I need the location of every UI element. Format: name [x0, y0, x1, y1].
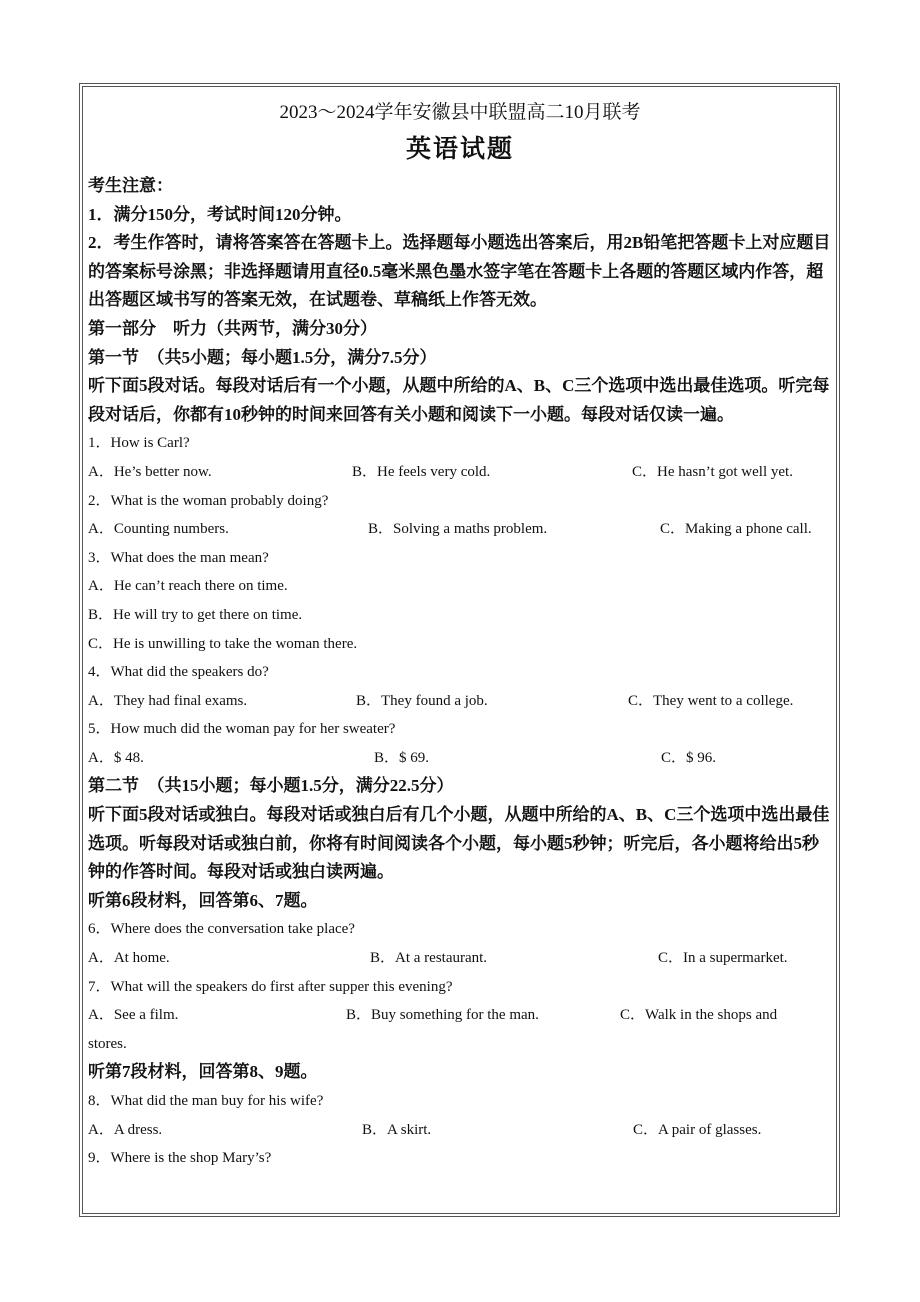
question-9-stem: 9．Where is the shop Mary’s? [88, 1150, 272, 1167]
option-b: B．They found a job. [356, 692, 488, 709]
question-6-stem: 6．Where does the conversation take place? [88, 921, 355, 938]
option-b: B．$ 69. [374, 749, 430, 766]
option-a: A．See a film. [88, 1007, 179, 1024]
option-c: C．A pair of glasses. [633, 1121, 762, 1138]
option-b: B．Buy something for the man. [346, 1007, 539, 1024]
exam-content [88, 96, 832, 1173]
option-b: B．He feels very cold. [352, 463, 491, 480]
option-a: A．At home. [88, 950, 170, 967]
option-c: C．Walk in the shops and [620, 1007, 778, 1024]
question-7-option-c-continued: stores. [88, 1035, 127, 1052]
question-2-options [88, 515, 832, 544]
option-c: C．$ 96. [661, 749, 717, 766]
material-6-heading: 听第6段材料，回答第6、7题。 [88, 890, 318, 910]
part1-heading: 第一部分 听力（共两节，满分30分） [88, 318, 377, 338]
option-a: A．Counting numbers. [88, 521, 229, 538]
option-c: C．He hasn’t got well yet. [632, 463, 793, 480]
option-b: B．A skirt. [362, 1121, 432, 1138]
section1-heading: 第一节 （共5小题；每小题1.5分，满分7.5分） [88, 347, 437, 367]
notice-heading: 考生注意： [88, 176, 173, 195]
question-8-options [88, 1116, 832, 1145]
option-a: A．They had final exams. [88, 692, 248, 709]
question-2-stem: 2．What is the woman probably doing? [88, 492, 329, 509]
question-6-options [88, 944, 832, 973]
notice-item-1: 1．满分150分，考试时间120分钟。 [88, 204, 352, 224]
question-4-stem: 4．What did the speakers do? [88, 664, 269, 681]
question-1-stem: 1．How is Carl? [88, 435, 190, 452]
option-b: B．At a restaurant. [370, 950, 488, 967]
option-c: C．They went to a college. [628, 692, 794, 709]
question-3-stem: 3．What does the man mean? [88, 549, 269, 566]
question-3-option-c: C．He is unwilling to take the woman there. [88, 635, 358, 652]
notice-item-2: 2．考生作答时，请将答案答在答题卡上。选择题每小题选出答案后，用2B铅笔把答题卡上对应题目的答案标号涂黑；非选择题请用直径0.5毫米黑色墨水签字笔在答题卡上各题的答题区域内作答，超出答题区域书写的答案无效，在试题卷、草稿纸上作答无效。 [88, 233, 831, 310]
question-3-option-b: B．He will try to get there on time. [88, 606, 303, 623]
section2-heading: 第二节 （共15小题；每小题1.5分，满分22.5分） [88, 776, 454, 796]
subject-title: 英语试题 [405, 136, 514, 163]
option-c: C．In a supermarket. [658, 950, 788, 967]
question-7-stem: 7．What will the speakers do first after supper this evening? [88, 978, 453, 995]
question-5-options [88, 744, 832, 773]
option-a: A．He’s better now. [88, 463, 212, 480]
question-7-options [88, 1001, 832, 1030]
question-5-stem: 5．How much did the woman pay for her sweater? [88, 721, 396, 738]
section1-instructions: 听下面5段对话。每段对话后有一个小题，从题中所给的A、B、C三个选项中选出最佳选项。听完每段对话后，你都有10秒钟的时间来回答有关小题和阅读下一小题。每段对话仅读一遍。 [88, 376, 830, 424]
exam-title: 2023～2024学年安徽县中联盟高二10月联考 [279, 102, 641, 123]
option-a: A．$ 48. [88, 749, 144, 766]
option-a: A．A dress. [88, 1121, 163, 1138]
option-c: C．Making a phone call. [660, 521, 812, 538]
question-1-options [88, 458, 832, 487]
question-8-stem: 8．What did the man buy for his wife? [88, 1093, 324, 1109]
question-4-options [88, 687, 832, 716]
question-3-option-a: A．He can’t reach there on time. [88, 578, 288, 595]
material-7-heading: 听第7段材料，回答第8、9题。 [88, 1062, 318, 1082]
section2-instructions: 听下面5段对话或独白。每段对话或独白后有几个小题，从题中所给的A、B、C三个选项中选出最佳选项。听每段对话或独白前，你将有时间阅读各个小题，每小题5秒钟；听完后，各小题将给出5秒钟的作答时间。每段对话或独白读两遍。 [88, 805, 830, 882]
option-b: B．Solving a maths problem. [368, 521, 548, 538]
